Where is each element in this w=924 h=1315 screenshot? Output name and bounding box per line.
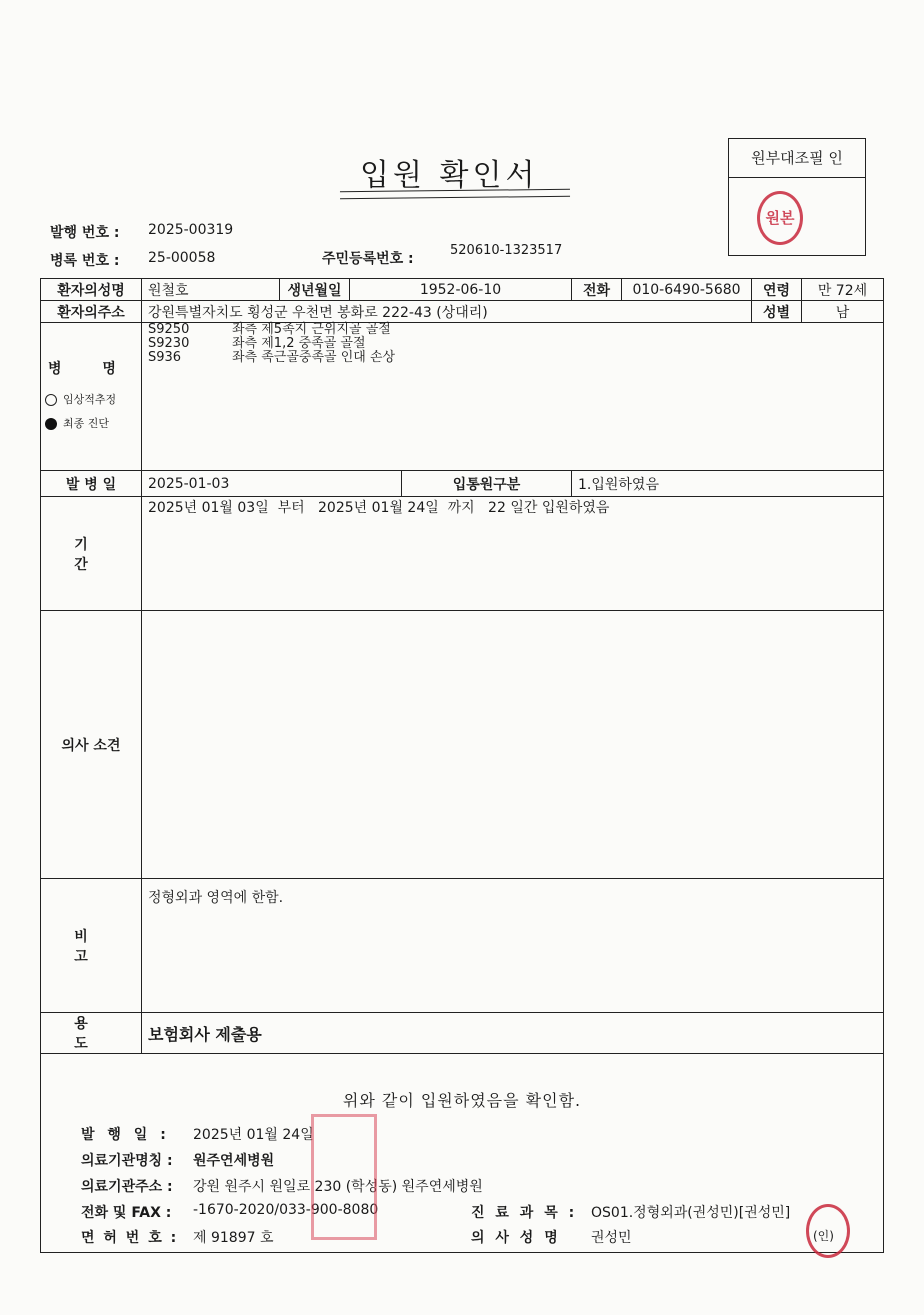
original-seal-text: 원본	[765, 209, 795, 227]
onset-row	[41, 471, 884, 497]
onset-label: 발 병 일	[41, 471, 142, 497]
admission-type-value: 1.입원하였음	[572, 471, 884, 497]
clinical-estimate-label: 임상적추정	[63, 392, 117, 406]
phone-label: 전화	[572, 279, 622, 301]
purpose-label: 용 도	[41, 1013, 142, 1054]
diagnosis-label: 병 명	[48, 360, 134, 377]
diagnosis-item	[148, 323, 877, 337]
address-value: 강원특별자치도 횡성군 우천면 봉화로 222-43 (상대리)	[142, 301, 752, 323]
footer-cell	[41, 1054, 884, 1253]
patient-name-value: 원철호	[142, 279, 280, 301]
purpose-value: 보험회사 제출용	[142, 1013, 884, 1054]
issuer-section	[41, 1054, 883, 1252]
issue-no-value: 2025-00319	[148, 222, 234, 238]
onset-value: 2025-01-03	[142, 471, 402, 497]
phone-value: 010-6490-5680	[622, 279, 752, 301]
diagnosis-code: S9230	[148, 336, 190, 351]
final-diagnosis-option	[41, 412, 141, 436]
filled-radio-icon	[45, 418, 57, 430]
institution-label: 의료기관명칭 :	[81, 1153, 173, 1169]
period-label: 기 간	[41, 497, 142, 611]
resident-no-value: 520610-1323517	[450, 243, 563, 258]
footer-row	[41, 1054, 884, 1253]
phone-fax-value: -1670-2020/033-900-8080	[193, 1202, 379, 1218]
clinical-estimate-option	[41, 388, 141, 412]
age-label: 연령	[752, 279, 802, 301]
diagnosis-label-cell	[41, 323, 142, 471]
title-underline	[340, 189, 570, 199]
patient-name-row	[41, 279, 884, 301]
purpose-row	[41, 1013, 884, 1054]
seal-mark: (인)	[813, 1229, 834, 1243]
institution-address-value: 강원 원주시 원일로 230 (학성동) 원주연세병원	[193, 1179, 483, 1195]
diagnosis-code: S9250	[148, 322, 190, 337]
age-value: 만 72세	[802, 279, 884, 301]
dob-label: 생년월일	[280, 279, 350, 301]
doctor-seal	[806, 1204, 850, 1258]
admission-details-table	[40, 278, 884, 1253]
issue-date-label: 발 행 일 :	[81, 1127, 170, 1143]
doctor-name-label: 의 사 성 명	[471, 1230, 561, 1246]
opinion-value	[142, 611, 884, 879]
record-no-value: 25-00058	[148, 250, 216, 266]
patient-name-label: 환자의성명	[41, 279, 142, 301]
remarks-value: 정형외과 영역에 한함.	[142, 879, 884, 1013]
opinion-label: 의사 소견	[41, 611, 142, 879]
final-diagnosis-label: 최종 진단	[63, 416, 110, 430]
remarks-row	[41, 879, 884, 1013]
diagnosis-name: 좌측 족근골중족골 인대 손상	[232, 350, 396, 365]
diagnosis-list	[142, 323, 884, 471]
period-value: 2025년 01월 03일 부터 2025년 01월 24일 까지 22 일간 입원하였음	[142, 497, 884, 611]
doctor-name-value: 권성민	[591, 1230, 632, 1246]
period-row	[41, 497, 884, 611]
document-title: 입원 확인서	[360, 158, 539, 193]
record-no-label: 병록 번호 :	[50, 253, 120, 269]
issue-date-value: 2025년 01월 24일	[193, 1127, 314, 1143]
verification-stamp-box	[728, 138, 866, 256]
issue-no-label: 발행 번호 :	[50, 225, 120, 241]
dob-value: 1952-06-10	[350, 279, 572, 301]
institution-value: 원주연세병원	[193, 1153, 275, 1169]
diagnosis-code: S936	[148, 350, 182, 365]
diagnosis-item	[148, 337, 877, 351]
admission-type-label: 입통원구분	[402, 471, 572, 497]
institution-address-label: 의료기관주소 :	[81, 1179, 173, 1195]
diagnosis-name: 좌측 제1,2 중족골 골절	[232, 336, 366, 351]
sex-label: 성별	[752, 301, 802, 323]
license-value: 제 91897 호	[193, 1230, 274, 1246]
diagnosis-row	[41, 323, 884, 471]
resident-no-label: 주민등록번호 :	[322, 251, 414, 267]
original-verification-seal	[757, 191, 803, 245]
remarks-label: 비 고	[41, 879, 142, 1013]
diagnosis-item	[148, 351, 877, 365]
diagnosis-name: 좌측 제5족지 근위지골 골절	[232, 322, 391, 337]
department-value: OS01.정형외과(권성민)[권성민]	[591, 1205, 791, 1221]
department-label: 진 료 과 목 :	[471, 1205, 578, 1221]
address-label: 환자의주소	[41, 301, 142, 323]
patient-address-row	[41, 301, 884, 323]
hospital-official-seal	[311, 1114, 377, 1240]
license-label: 면 허 번 호 :	[81, 1230, 179, 1246]
confirmation-statement: 위와 같이 입원하였음을 확인함.	[342, 1091, 582, 1110]
phone-fax-label: 전화 및 FAX :	[81, 1205, 172, 1221]
opinion-row	[41, 611, 884, 879]
stamp-box-header: 원부대조필 인	[729, 139, 865, 178]
empty-radio-icon	[45, 394, 57, 406]
sex-value: 남	[802, 301, 884, 323]
